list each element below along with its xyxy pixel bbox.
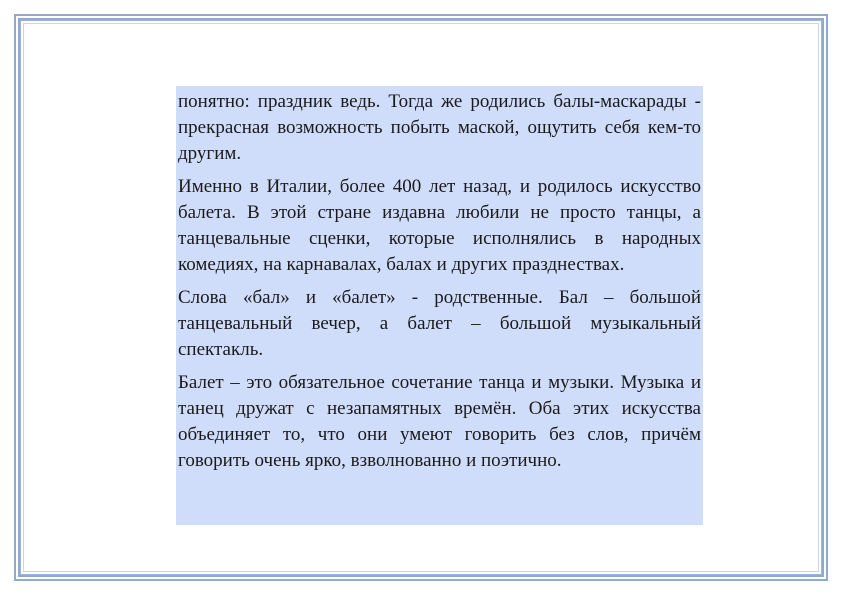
paragraph-italy-ballet: Именно в Италии, более 400 лет назад, и родилось искусство балета. В этой стране издавна любили не просто танцы, а танцевальные сценки, которые исполнялись в народных комедиях, на карнавалах, балах и других празднествах. <box>178 176 701 275</box>
text-box <box>176 86 703 525</box>
paragraph-ball-and-ballet: Слова «бал» и «балет» - родственные. Бал – большой танцевальный вечер, а балет – большой музыкальный спектакль. <box>178 287 701 360</box>
paragraph-dance-and-music: Балет – это обязательное сочетание танца и музыки. Музыка и танец дружат с незапамятных времён. Оба этих искусства объединяет то, что они умеют говорить без слов, причём говорить очень ярко, взволнованно и поэтично. <box>178 372 701 471</box>
paragraph-masquerade: понятно: праздник ведь. Тогда же родились балы-маскарады - прекрасная возможность побыть маской, ощутить себя кем-то другим. <box>178 91 701 164</box>
